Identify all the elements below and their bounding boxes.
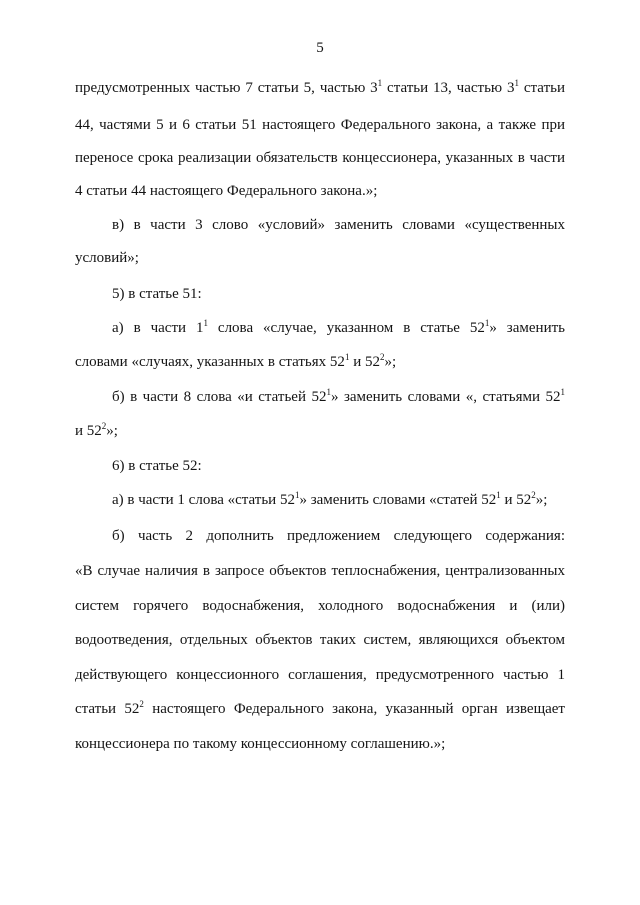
superscript: 1 [496,490,501,500]
superscript: 2 [379,352,385,362]
text-line [75,352,565,372]
superscript: 1 [203,318,208,328]
text-line [75,248,565,268]
text-run: и 52 [500,492,532,508]
page-number: 5 [316,40,324,56]
text-line [112,387,565,407]
text-run: »; [535,492,548,508]
superscript: 1 [560,387,565,397]
text-run: статьи 13, частью 3 [382,80,515,96]
text-line [75,181,565,201]
text-run: «В случае наличия в запросе объектов теплоснабжения, централизованных [75,563,565,579]
text-run: водоотведения, отдельных объектов таких систем, являющихся объектом [75,632,565,648]
text-run: статьи 52 [75,701,140,717]
text-run: условий»; [75,250,139,266]
text-run: систем горячего водоснабжения, холодного водоснабжения и (или) [75,598,565,614]
text-line [112,284,565,304]
text-line [75,115,565,135]
text-run: 6) в статье 52: [112,458,202,474]
text-line [75,734,565,754]
superscript: 1 [514,78,520,88]
text-line [112,318,565,338]
text-run: » заменить словами «статей 52 [299,492,497,508]
text-line [75,596,565,616]
text-line [112,526,565,546]
text-run: 5) в статье 51: [112,286,202,302]
text-line [75,561,565,581]
text-line [112,490,565,510]
text-line [75,665,565,685]
text-run: настоящего Федерального закона, указанный орган извещает [143,701,565,717]
text-run: б) в части 8 слова «и статьей 52 [112,389,327,405]
text-run: слова «случае, указанном в статье 52 [207,320,485,336]
text-run: 4 статьи 44 настоящего Федерального закона.»; [75,183,378,199]
text-run: б) часть 2 дополнить предложением следующего содержания: [112,528,565,544]
text-run: статьи [519,80,565,96]
text-run: 44, частями 5 и 6 статьи 51 настоящего Федерального закона, а также при [75,117,565,133]
text-run: » заменить словами «, статьями 52 [330,389,561,405]
superscript: 2 [139,699,144,709]
text-line [112,456,565,476]
text-run: »; [106,423,118,439]
text-line [112,215,565,235]
text-line [75,630,565,650]
text-run: и 52 [349,354,380,370]
text-run: в) в части 3 слово «условий» заменить словами «существенных [112,217,565,233]
text-line [75,78,565,98]
text-run: концессионера по такому концессионному соглашению.»; [75,736,446,752]
text-run: предусмотренных частью 7 статьи 5, частью 3 [75,80,378,96]
superscript: 1 [326,387,331,397]
superscript: 1 [377,78,383,88]
text-line [75,699,565,719]
superscript: 1 [294,490,300,500]
text-run: » заменить [489,320,565,336]
superscript: 1 [484,318,490,328]
superscript: 2 [531,490,536,500]
text-run: переносе срока реализации обязательств концессионера, указанных в части [75,150,565,166]
text-line [75,148,565,168]
text-run: а) в части 1 слова «статьи 52 [112,492,295,508]
superscript: 2 [101,421,107,431]
superscript: 1 [344,352,350,362]
text-run: словами «случаях, указанных в статьях 52 [75,354,345,370]
text-run: а) в части 1 [112,320,204,336]
text-line [75,421,565,441]
text-run: действующего концессионного соглашения, предусмотренного частью 1 [75,667,565,683]
text-run: и 52 [75,423,102,439]
text-run: »; [384,354,397,370]
